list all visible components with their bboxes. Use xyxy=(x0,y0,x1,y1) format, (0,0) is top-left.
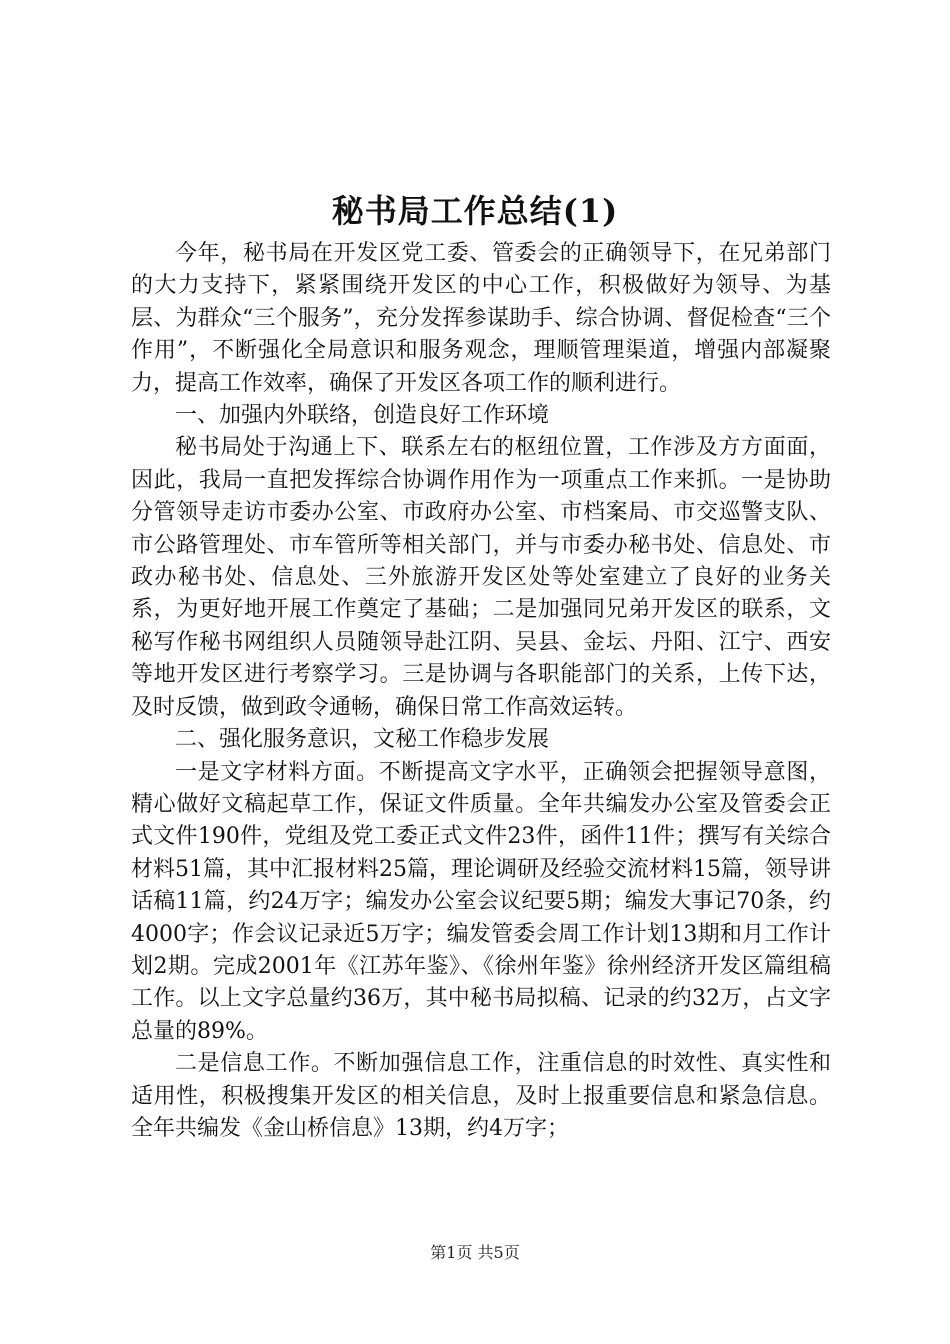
paragraph-section-1: 秘书局处于沟通上下、联系左右的枢纽位置，工作涉及方方面面，因此，我局一直把发挥综合协调作用作为一项重点工作来抓。一是协助分管领导走访市委办公室、市政府办公室、市档案局、市交巡警支队、市公路管理处、市车管所等相关部门，并与市委办秘书处、信息处、市政办秘书处、信息处、三外旅游开发区处等处室建立了良好的业务关系，为更好地开展工作奠定了基础；二是加强同兄弟开发区的联系，文秘写作秘书网组织人员随领导赴江阴、吴县、金坛、丹阳、江宁、西安等地开发区进行考察学习。三是协调与各职能部门的关系，上传下达，及时反馈，做到政令通畅，确保日常工作高效运转。 xyxy=(131,435,831,720)
section-heading-2: 二、强化服务意识，文秘工作稳步发展 xyxy=(175,727,550,753)
paragraph-intro: 今年，秘书局在开发区党工委、管委会的正确领导下，在兄弟部门的大力支持下，紧紧围绕开发区的中心工作，积极做好为领导、为基层、为群众“三个服务”，充分发挥参谋助手、综合协调、督促检查“三个作用”，不断强化全局意识和服务观念，理顺管理渠道，增强内部凝聚力，提高工作效率，确保了开发区各项工作的顺利进行。 xyxy=(131,241,831,396)
document-body xyxy=(131,238,831,1145)
page-footer: 第1页 共5页 xyxy=(430,1243,520,1262)
paragraph-text-materials: 一是文字材料方面。不断提高文字水平，正确领会把握领导意图，精心做好文稿起草工作，保证文件质量。全年共编发办公室及管委会正式文件190件，党组及党工委正式文件23件，函件11件；撰写有关综合材料51篇，其中汇报材料25篇，理论调研及经验交流材料15篇，领导讲话稿11篇，约24万字；编发办公室会议纪要5期；编发大事记70条，约4000字；作会议记录近5万字；编发管委会周工作计划13期和月工作计划2期。完成2001年《江苏年鉴》、《徐州年鉴》徐州经济开发区篇组稿工作。以上文字总量约36万，其中秘书局拟稿、记录的约32万，占文字总量的89%。 xyxy=(131,759,831,1044)
document-title: 秘书局工作总结(1) xyxy=(331,192,619,230)
paragraph-information-work: 二是信息工作。不断加强信息工作，注重信息的时效性、真实性和适用性，积极搜集开发区的相关信息，及时上报重要信息和紧急信息。全年共编发《金山桥信息》13期，约4万字； xyxy=(131,1051,831,1141)
section-heading-1: 一、加强内外联络，创造良好工作环境 xyxy=(175,403,550,429)
